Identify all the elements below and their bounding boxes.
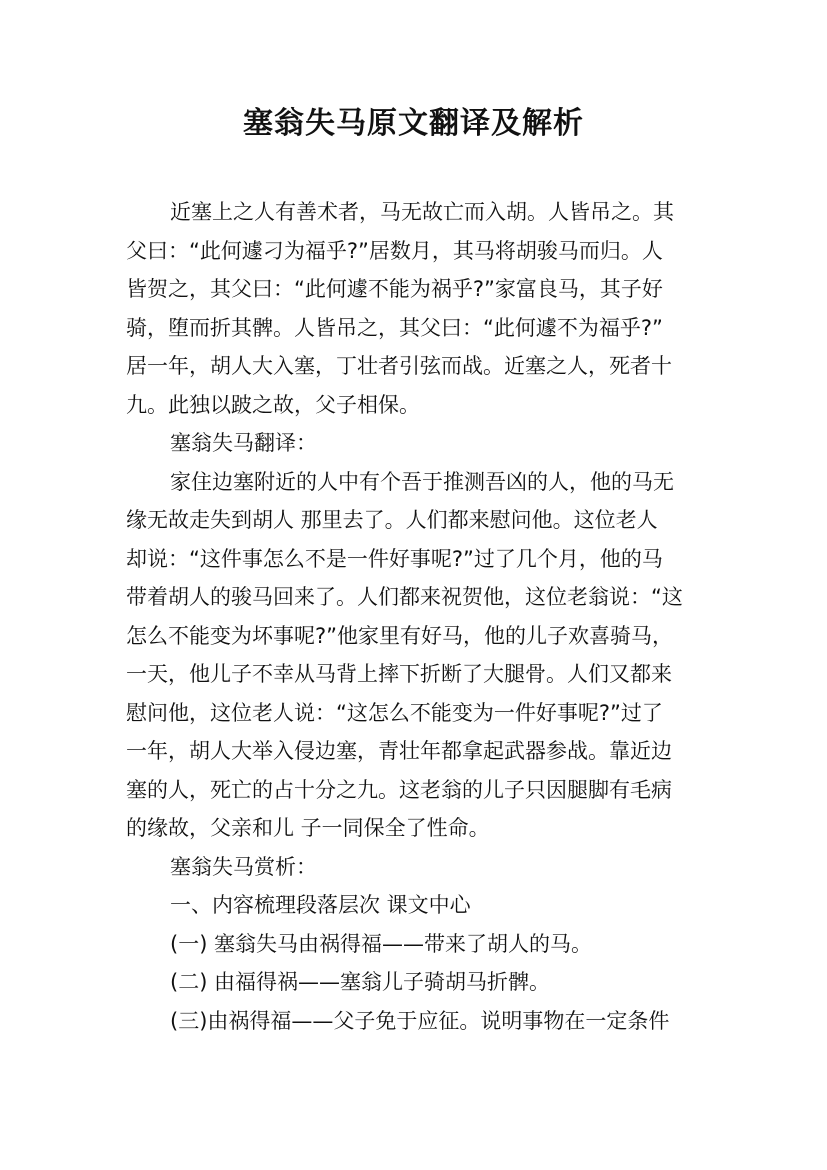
text-line: 一天，他儿子不幸从马背上摔下折断了大腿骨。人们又都来: [126, 662, 672, 686]
text-line: 近塞上之人有善术者，马无故亡而入胡。人皆吊之。其: [170, 200, 674, 224]
text-line: 家住边塞附近的人中有个吾于推测吾凶的人，他的马无: [170, 469, 674, 494]
outline-item: (一) 塞翁失马由祸得福——带来了胡人的马。: [170, 931, 593, 956]
translation-heading: 塞翁失马翻译：: [170, 431, 317, 455]
text-line: 皆贺之，其父曰：“此何遽不能为祸乎?”家富良马，其子好: [126, 277, 663, 301]
text-line: 带着胡人的骏马回来了。人们都来祝贺他，这位老翁说：“这: [126, 585, 683, 609]
text-line: 的缘故，父亲和儿 子一同保全了性命。: [126, 816, 490, 840]
text-line: 却说：“这件事怎么不是一件好事呢?”过了几个月，他的马: [126, 546, 663, 571]
text-line: 怎么不能变为坏事呢?”他家里有好马，他的儿子欢喜骑马，: [126, 623, 674, 648]
outline-item: (三)由祸得福——父子免于应征。说明事物在一定条件: [170, 1008, 670, 1033]
text-line: 骑，堕而折其髀。人皆吊之，其父曰：“此何遽不为福乎?”: [126, 315, 663, 340]
outline-item: (二) 由福得祸——塞翁儿子骑胡马折髀。: [170, 970, 551, 994]
outline-list: [126, 925, 702, 1041]
original-text-paragraph: [126, 193, 702, 424]
text-line: 缘无故走失到胡人 那里去了。人们都来慰问他。这位老人: [126, 508, 658, 532]
page-title: 塞翁失马原文翻译及解析: [243, 106, 584, 141]
appreciation-heading: 塞翁失马赏析：: [170, 854, 317, 879]
text-line: 居一年，胡人大入塞，丁壮者引弦而战。近塞之人，死者十: [126, 354, 672, 378]
text-line: 九。此独以跛之故，父子相保。: [126, 392, 420, 417]
text-line: 一年，胡人大举入侵边塞，青壮年都拿起武器参战。靠近边: [126, 739, 672, 763]
text-line: 慰问他，这位老人说：“这怎么不能变为一件好事呢?”过了: [126, 700, 663, 725]
outline-heading: 一、内容梳理段落层次 课文中心: [170, 893, 471, 917]
document-body: [126, 193, 702, 1040]
text-line: 父曰：“此何遽刁为福乎?”居数月，其马将胡骏马而归。人: [126, 238, 663, 263]
translation-paragraph: [126, 463, 702, 848]
text-line: 塞的人，死亡的占十分之九。这老翁的儿子只因腿脚有毛病: [126, 777, 672, 802]
